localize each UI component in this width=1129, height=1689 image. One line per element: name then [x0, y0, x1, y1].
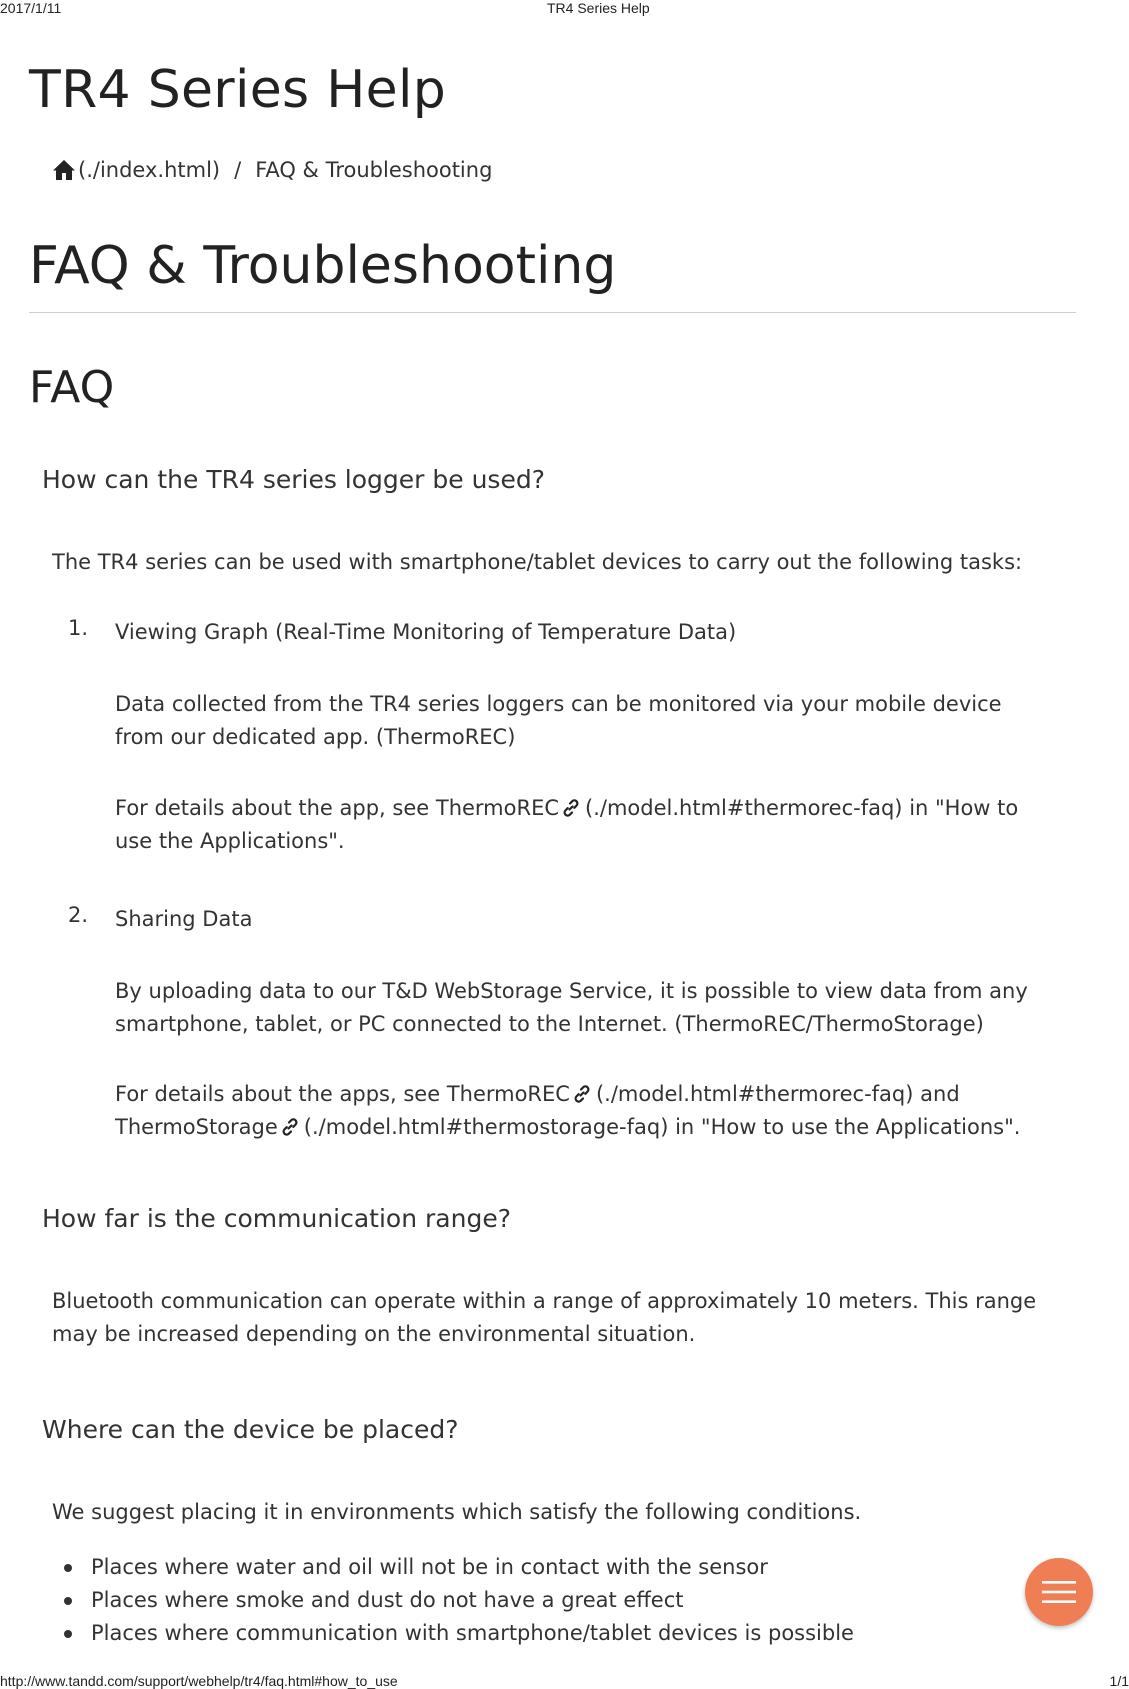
faq-placement-intro: We suggest placing it in environments which satisfy the following conditions.: [52, 1500, 862, 1524]
list-item: Places where water and oil will not be in contact with the sensor: [64, 1551, 854, 1584]
link-icon[interactable]: [572, 1084, 592, 1104]
list-number: 1.: [68, 616, 89, 640]
breadcrumb-current: FAQ & Troubleshooting: [255, 158, 493, 182]
page-heading: FAQ & Troubleshooting: [29, 236, 617, 296]
thermorec-link[interactable]: (./model.html#thermorec-faq): [595, 1082, 914, 1106]
thermostorage-link[interactable]: (./model.html#thermostorage-faq): [303, 1115, 669, 1139]
list-item-detail: [115, 792, 1055, 858]
list-item-desc: Data collected from the TR4 series loggers can be monitored via your mobile device from our dedicated app. (ThermoREC): [115, 692, 1002, 749]
site-title: TR4 Series Help: [29, 60, 446, 120]
thermorec-link[interactable]: (./model.html#thermorec-faq): [585, 796, 903, 820]
home-icon[interactable]: [52, 158, 76, 182]
link-icon[interactable]: [280, 1117, 300, 1137]
list-item-detail: [115, 1078, 1055, 1144]
print-url: http://www.tandd.com/support/webhelp/tr4/faq.html#how_to_use: [0, 1673, 398, 1689]
list-item: Places where smoke and dust do not have a great effect: [64, 1584, 854, 1617]
breadcrumb: [52, 158, 492, 182]
detail-text: and ThermoStorage: [115, 1082, 960, 1139]
faq-question-range: How far is the communication range?: [42, 1204, 511, 1233]
print-header: [0, 0, 1129, 18]
detail-text: For details about the apps, see ThermoREC: [115, 1082, 570, 1106]
faq-heading: FAQ: [29, 362, 115, 413]
placement-conditions-list: [64, 1551, 854, 1650]
faq-question-placement: Where can the device be placed?: [42, 1415, 459, 1444]
faq-question-usage: How can the TR4 series logger be used?: [42, 465, 545, 494]
detail-text: For details about the app, see ThermoREC: [115, 796, 560, 820]
list-number: 2.: [68, 903, 89, 927]
faq-usage-intro: The TR4 series can be used with smartphone/tablet devices to carry out the following tasks:: [52, 550, 1023, 574]
list-item-title: Sharing Data: [115, 907, 253, 931]
menu-button[interactable]: [1025, 1558, 1093, 1626]
detail-text: in "How to use the Applications".: [115, 796, 1019, 853]
list-item-desc: By uploading data to our T&D WebStorage Service, it is possible to view data from any smartphone, tablet, or PC connected to the Internet. (ThermoREC/ThermoStorage): [115, 979, 1028, 1036]
breadcrumb-separator: /: [234, 158, 242, 182]
print-page-number: 1/1: [1109, 1673, 1129, 1689]
heading-divider: [29, 312, 1076, 313]
breadcrumb-home-link[interactable]: (./index.html): [78, 158, 221, 182]
link-icon[interactable]: [561, 798, 581, 818]
print-footer: [0, 1671, 1129, 1689]
list-item: Places where communication with smartphone/tablet devices is possible: [64, 1617, 854, 1650]
print-date: 2017/1/11: [0, 0, 62, 16]
faq-range-answer: Bluetooth communication can operate within a range of approximately 10 meters. This range may be increased depending on the environmental situation.: [52, 1289, 1037, 1346]
list-item-title: Viewing Graph (Real-Time Monitoring of Temperature Data): [115, 620, 737, 644]
detail-text: in "How to use the Applications".: [675, 1115, 1021, 1139]
print-title: TR4 Series Help: [547, 0, 650, 16]
hamburger-menu-icon: [1042, 1580, 1076, 1604]
